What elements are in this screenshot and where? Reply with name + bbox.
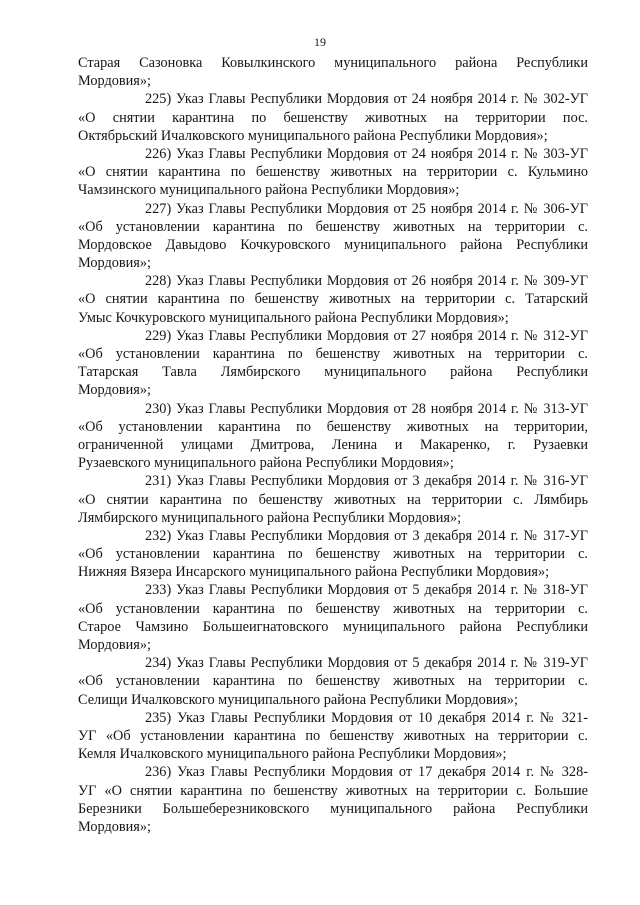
- text-line: Татарская Тавла Лямбирского муниципального района Республики: [78, 364, 588, 381]
- text-line: Мордовия»;: [78, 637, 151, 653]
- text-line: Умыс Кочкуровского муниципального района Республики Мордовия»;: [78, 309, 509, 326]
- text-line: «Об установлении карантина по бешенству животных на территории с.: [78, 346, 588, 362]
- text-line: 226) Указ Главы Республики Мордовия от 24 ноября 2014 г. № 303-УГ: [145, 145, 588, 162]
- text-line: «О снятии карантина по бешенству животных на территории пос.: [78, 109, 588, 126]
- text-line: «Об установлении карантина по бешенству животных на территории с.: [78, 673, 588, 690]
- text-line: Кемля Ичалковского муниципального района Республики Мордовия»;: [78, 746, 507, 763]
- text-line: 236) Указ Главы Республики Мордовия от 17 декабря 2014 г. № 328-: [145, 764, 588, 781]
- text-line: 225) Указ Главы Республики Мордовия от 24 ноября 2014 г. № 302-УГ: [145, 91, 588, 108]
- text-line: 230) Указ Главы Республики Мордовия от 28 ноября 2014 г. № 313-УГ: [145, 400, 588, 417]
- text-line: 233) Указ Главы Республики Мордовия от 5 декабря 2014 г. № 318-УГ: [145, 582, 588, 599]
- text-line: Октябрьский Ичалковского муниципального района Республики Мордовия»;: [78, 127, 548, 144]
- text-line: Мордовия»;: [78, 255, 151, 272]
- text-line: «Об установлении карантина по бешенству животных на территории с.: [78, 546, 588, 563]
- text-line: «О снятии карантина по бешенству животных на территории с. Лямбирь: [78, 491, 588, 508]
- text-line: «Об установлении карантина по бешенству животных на территории с.: [78, 218, 588, 235]
- text-line: УГ «Об установлении карантина по бешенству животных на территории с.: [78, 727, 588, 744]
- text-line: 232) Указ Главы Республики Мордовия от 3 декабря 2014 г. № 317-УГ: [145, 527, 588, 544]
- page-number: 19: [314, 35, 326, 49]
- text-line: Мордовия»;: [78, 818, 151, 835]
- text-line: 235) Указ Главы Республики Мордовия от 10 декабря 2014 г. № 321-: [145, 709, 588, 726]
- text-line: Мордовское Давыдово Кочкуровского муниципального района Республики: [78, 236, 588, 253]
- text-line: Старая Сазоновка Ковылкинского муниципального района Республики: [78, 55, 588, 71]
- text-line: 231) Указ Главы Республики Мордовия от 3 декабря 2014 г. № 316-УГ: [145, 473, 588, 490]
- text-line: 227) Указ Главы Республики Мордовия от 25 ноября 2014 г. № 306-УГ: [145, 200, 588, 217]
- text-line: Чамзинского муниципального района Республики Мордовия»;: [78, 182, 460, 199]
- text-line: Рузаевского муниципального района Республики Мордовия»;: [78, 455, 454, 472]
- text-line: Мордовия»;: [78, 382, 151, 399]
- text-line: Лямбирского муниципального района Республики Мордовия»;: [78, 509, 462, 526]
- text-line: Старое Чамзино Большеигнатовского муниципального района Республики: [78, 618, 588, 635]
- text-line: ограниченной улицами Дмитрова, Ленина и Макаренко, г. Рузаевки: [78, 436, 588, 453]
- text-line: «О снятии карантина по бешенству животных на территории с. Татарский: [78, 291, 588, 308]
- text-line: УГ «О снятии карантина по бешенству животных на территории с. Большие: [78, 782, 588, 799]
- text-line: «Об установлении карантина по бешенству животных на территории,: [78, 418, 588, 435]
- text-line: Селищи Ичалковского муниципального района Республики Мордовия»;: [78, 691, 518, 708]
- text-line: Мордовия»;: [78, 73, 151, 90]
- text-line: Березники Большеберезниковского муниципального района Республики: [78, 800, 588, 817]
- text-line: 234) Указ Главы Республики Мордовия от 5 декабря 2014 г. № 319-УГ: [145, 655, 588, 672]
- text-line: Нижняя Вязера Инсарского муниципального района Республики Мордовия»;: [78, 564, 550, 581]
- document-body: [78, 54, 588, 836]
- text-line: 228) Указ Главы Республики Мордовия от 26 ноября 2014 г. № 309-УГ: [145, 273, 588, 290]
- text-line: «Об установлении карантина по бешенству животных на территории с.: [78, 600, 588, 617]
- text-line: 229) Указ Главы Республики Мордовия от 27 ноября 2014 г. № 312-УГ: [145, 327, 588, 344]
- text-line: «О снятии карантина по бешенству животных на территории с. Кульмино: [78, 164, 588, 181]
